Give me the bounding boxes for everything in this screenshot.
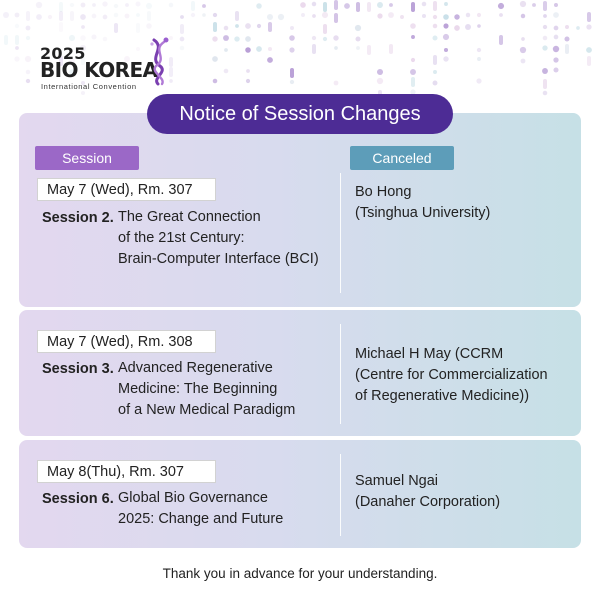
decorative-dot [290, 26, 294, 30]
decorative-dot [48, 15, 52, 19]
speaker-line: (Tsinghua University) [355, 205, 491, 221]
decorative-dot [586, 24, 591, 29]
dna-helix-icon [144, 36, 174, 86]
decorative-dot [59, 22, 63, 32]
decorative-dot [312, 2, 316, 6]
session-title-line: of the 21st Century: [118, 230, 245, 246]
logo-year: 2025 [40, 44, 86, 63]
decorative-dot [234, 36, 239, 41]
decorative-dot [235, 11, 239, 21]
decorative-dot [312, 36, 316, 40]
session-title-line: Advanced Regenerative [118, 360, 273, 376]
decorative-dot [15, 24, 19, 28]
decorative-dot [224, 26, 229, 31]
canceled-speaker [355, 344, 548, 407]
decorative-dot [433, 24, 438, 29]
decorative-dot [520, 1, 526, 7]
logo-subtitle: International Convention [41, 82, 137, 91]
canceled-speaker [355, 471, 500, 513]
logo-name: BIO KOREA [40, 58, 158, 82]
decorative-dot [356, 46, 360, 50]
decorative-dot [465, 24, 471, 30]
decorative-dot [323, 37, 327, 41]
decorative-dot [587, 12, 591, 22]
session-title-line: of a New Medical Paradigm [118, 402, 296, 418]
decorative-dot [477, 13, 481, 17]
bio-korea-logo [40, 36, 200, 96]
speaker-line: Michael H May (CCRM [355, 346, 504, 362]
decorative-dot [576, 26, 580, 30]
session-title-line: Global Bio Governance [118, 490, 268, 506]
session-number: Session 6. [42, 491, 114, 507]
decorative-dot [411, 58, 415, 62]
decorative-dot [344, 3, 350, 9]
decorative-dot [257, 24, 261, 28]
decorative-dot [223, 35, 229, 41]
decorative-dot [367, 2, 371, 12]
decorative-dot [125, 3, 129, 7]
decorative-dot [80, 14, 86, 20]
session-number: Session 3. [42, 361, 114, 377]
session-header-badge: Session [35, 146, 139, 170]
decorative-dot [136, 23, 140, 33]
speaker-line: Samuel Ngai [355, 473, 439, 489]
decorative-dot [411, 35, 415, 39]
decorative-dot [554, 26, 559, 31]
decorative-dot [355, 25, 361, 31]
decorative-dot [543, 25, 547, 29]
decorative-dot [542, 45, 547, 50]
decorative-dot [146, 23, 152, 29]
session-date: May 7 (Wed), Rm. 308 [37, 330, 216, 353]
decorative-dot [565, 25, 569, 29]
speaker-line: (Danaher Corporation) [355, 494, 501, 510]
decorative-dot [377, 2, 383, 8]
session-panel-1 [19, 113, 581, 307]
session-title-line: Brain-Computer Interface (BCI) [118, 251, 319, 267]
decorative-dot [135, 1, 140, 6]
decorative-dot [213, 79, 218, 84]
decorative-dot [245, 36, 251, 42]
decorative-dot [422, 2, 427, 7]
decorative-dot [102, 1, 107, 6]
decorative-dot [312, 14, 316, 18]
session-number: Session 2. [42, 210, 114, 226]
session-panel-2 [19, 310, 581, 436]
decorative-dot [389, 3, 393, 7]
decorative-dot [389, 44, 393, 54]
decorative-dot [400, 15, 404, 19]
decorative-dot [191, 1, 195, 11]
decorative-dot [36, 14, 42, 20]
decorative-dot [235, 24, 239, 28]
decorative-dot [256, 46, 262, 52]
decorative-dot [246, 69, 250, 73]
decorative-dot [180, 15, 184, 19]
decorative-dot [477, 57, 481, 61]
decorative-dot [70, 3, 74, 7]
canceled-header-badge: Canceled [350, 146, 454, 170]
session-date: May 7 (Wed), Rm. 307 [37, 178, 216, 201]
canceled-speaker [355, 182, 490, 224]
decorative-dot [586, 47, 592, 53]
decorative-dot [553, 46, 559, 52]
decorative-dot [202, 13, 206, 17]
decorative-dot [268, 22, 272, 32]
decorative-dot [59, 11, 63, 21]
decorative-dot [454, 14, 459, 19]
decorative-dot [543, 36, 548, 41]
speaker-line: of Regenerative Medicine)) [355, 388, 530, 404]
decorative-dot [388, 12, 394, 18]
decorative-dot [521, 59, 526, 64]
decorative-dot [14, 56, 19, 61]
decorative-dot [246, 79, 250, 83]
decorative-dot [433, 15, 437, 19]
decorative-dot [323, 24, 327, 34]
decorative-dot [4, 35, 8, 45]
decorative-dot [477, 48, 481, 52]
decorative-dot [36, 2, 42, 8]
decorative-dot [356, 2, 360, 12]
speaker-line: (Centre for Commercialization [355, 367, 548, 383]
decorative-dot [377, 13, 382, 18]
decorative-dot [334, 13, 338, 23]
column-divider [340, 454, 341, 536]
decorative-dot [15, 13, 20, 18]
decorative-dot [81, 3, 86, 8]
decorative-dot [520, 47, 526, 53]
decorative-dot [565, 44, 569, 54]
decorative-dot [564, 36, 569, 41]
decorative-dot [245, 47, 251, 53]
decorative-dot [169, 3, 174, 8]
decorative-dot [103, 15, 108, 20]
decorative-dot [15, 35, 19, 45]
decorative-dot [114, 13, 119, 18]
session-title [118, 358, 295, 421]
column-divider [340, 173, 341, 293]
decorative-dot [59, 2, 63, 12]
decorative-dot [432, 35, 437, 40]
decorative-dot [146, 3, 152, 9]
decorative-dot [333, 35, 338, 40]
decorative-dot [3, 12, 9, 18]
decorative-dot [278, 14, 284, 20]
decorative-dot [542, 68, 548, 74]
decorative-dot [433, 1, 437, 11]
decorative-dot [443, 56, 448, 61]
decorative-dot [466, 13, 470, 17]
decorative-dot [377, 78, 383, 84]
column-divider [340, 324, 341, 424]
decorative-dot [532, 3, 536, 7]
session-title [118, 488, 283, 530]
decorative-dot [444, 48, 448, 52]
page-title: Notice of Session Changes [147, 94, 453, 134]
decorative-dot [92, 14, 97, 19]
decorative-dot [433, 70, 437, 74]
decorative-dot [521, 14, 525, 18]
decorative-dot [498, 3, 504, 9]
decorative-dot [334, 0, 338, 10]
decorative-dot [554, 35, 559, 40]
decorative-dot [411, 77, 415, 87]
session-title-line: 2025: Change and Future [118, 511, 284, 527]
decorative-dot [323, 2, 327, 12]
decorative-dot [334, 81, 339, 86]
decorative-dot [422, 14, 426, 18]
decorative-dot [499, 35, 503, 45]
decorative-dot [411, 2, 415, 12]
decorative-dot [212, 56, 218, 62]
decorative-dot [334, 46, 338, 50]
decorative-dot [256, 3, 261, 8]
decorative-dot [202, 4, 206, 8]
decorative-dot [477, 24, 481, 28]
decorative-dot [410, 69, 416, 75]
decorative-dot [587, 56, 591, 66]
decorative-dot [543, 14, 547, 18]
decorative-dot [499, 13, 503, 17]
session-panel-3 [19, 440, 581, 548]
decorative-dot [521, 37, 525, 41]
decorative-dot [191, 13, 195, 17]
decorative-dot [443, 23, 448, 28]
decorative-dot [224, 69, 229, 74]
decorative-dot [26, 79, 30, 83]
decorative-dot [213, 22, 217, 32]
decorative-dot [543, 91, 548, 96]
decorative-dot [25, 56, 31, 62]
decorative-dot [301, 13, 305, 17]
decorative-dot [476, 78, 481, 83]
decorative-dot [443, 34, 449, 40]
decorative-dot [81, 25, 85, 29]
decorative-dot [443, 14, 449, 20]
decorative-dot [543, 1, 547, 11]
decorative-dot [290, 68, 294, 78]
speaker-line: Bo Hong [355, 184, 412, 200]
session-date: May 8(Thu), Rm. 307 [37, 460, 216, 483]
session-title [118, 207, 319, 270]
decorative-dot [554, 3, 558, 7]
decorative-dot [125, 14, 130, 19]
decorative-dot [377, 69, 383, 75]
decorative-dot [322, 12, 328, 18]
decorative-dot [26, 26, 31, 31]
decorative-dot [543, 79, 547, 89]
session-title-line: The Great Connection [118, 209, 261, 225]
decorative-dot [433, 55, 437, 65]
decorative-dot [433, 81, 438, 86]
decorative-dot [268, 47, 272, 51]
decorative-dot [410, 23, 416, 29]
decorative-dot [367, 45, 371, 55]
decorative-dot [136, 13, 140, 17]
decorative-dot [70, 11, 74, 21]
decorative-dot [15, 46, 19, 50]
decorative-dot [147, 11, 151, 21]
decorative-dot [312, 44, 316, 54]
decorative-dot [213, 13, 217, 17]
footer-note: Thank you in advance for your understanding. [162, 566, 438, 581]
decorative-dot [212, 36, 217, 41]
decorative-dot [114, 23, 118, 33]
decorative-dot [553, 67, 558, 72]
decorative-dot [289, 47, 294, 52]
decorative-dot [290, 80, 294, 84]
decorative-dot [26, 11, 30, 21]
decorative-dot [245, 23, 251, 29]
decorative-dot [224, 48, 228, 52]
decorative-dot [553, 12, 559, 18]
decorative-dot [454, 25, 460, 31]
decorative-dot [180, 24, 184, 34]
decorative-dot [26, 70, 31, 75]
decorative-dot [267, 57, 273, 63]
decorative-dot [114, 4, 118, 8]
decorative-dot [92, 3, 96, 7]
decorative-dot [553, 57, 558, 62]
decorative-dot [355, 36, 360, 41]
decorative-dot [267, 14, 273, 20]
decorative-dot [26, 36, 30, 40]
decorative-dot [289, 35, 295, 41]
decorative-dot [300, 2, 306, 8]
session-title-line: Medicine: The Beginning [118, 381, 278, 397]
decorative-dot [444, 2, 448, 6]
